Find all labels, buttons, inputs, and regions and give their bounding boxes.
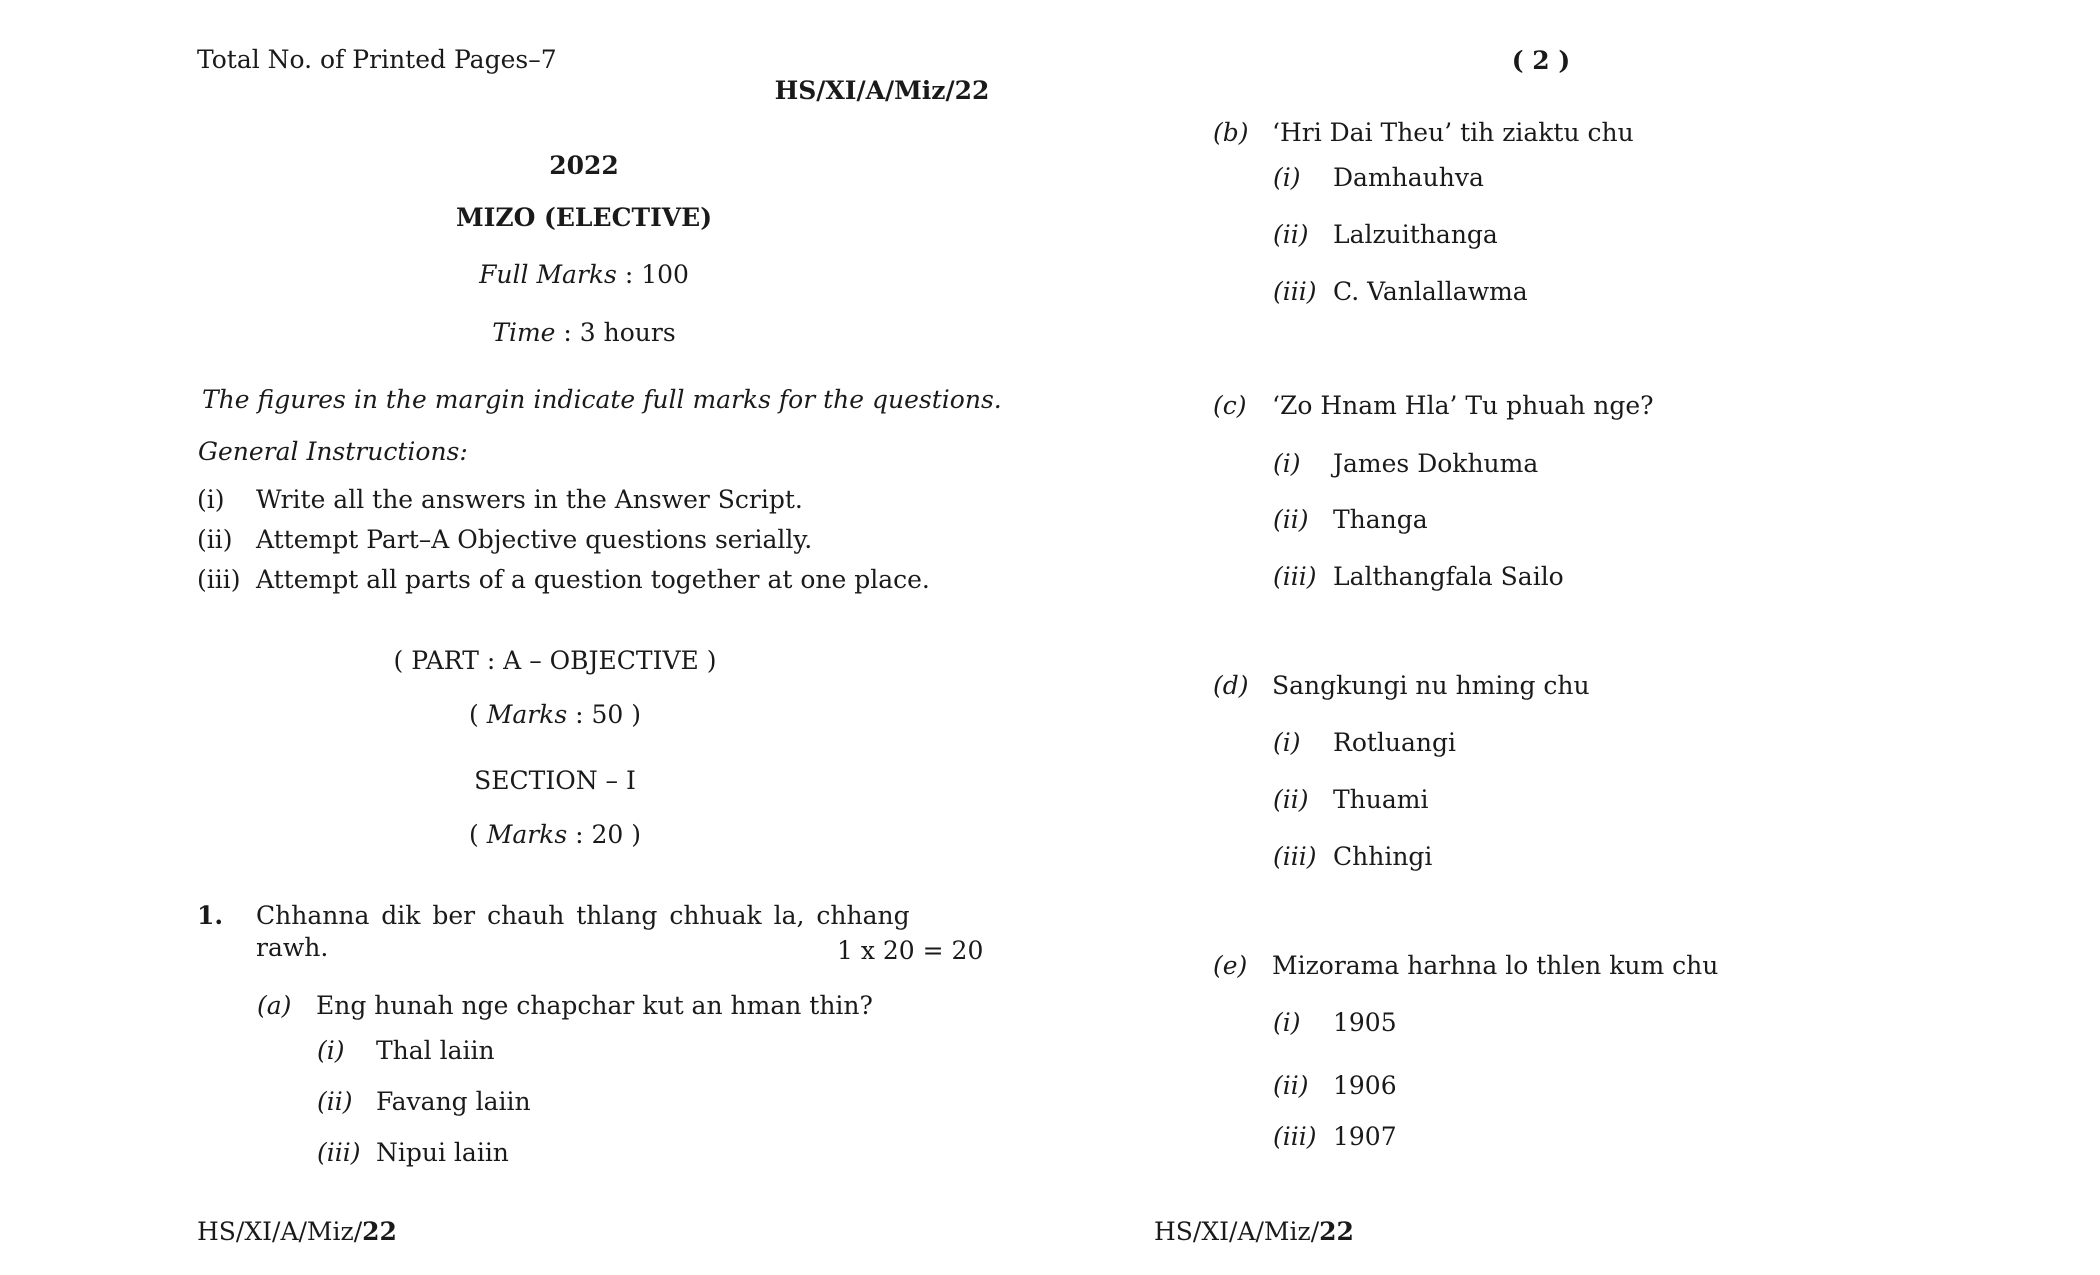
section-marks-value: : 20 ) xyxy=(575,820,641,849)
general-instructions-heading: General Instructions: xyxy=(198,437,468,466)
option-text: Thal laiin xyxy=(376,1036,495,1065)
part-marks-value: : 50 ) xyxy=(575,700,641,729)
sub-question-text: Eng hunah nge chapchar kut an hman thin? xyxy=(316,991,873,1020)
option-num: (ii) xyxy=(1273,785,1309,814)
option-num: (iii) xyxy=(1273,562,1317,591)
footer-code xyxy=(197,1219,397,1244)
option-text: 1907 xyxy=(1333,1122,1397,1151)
question-text: Chhanna dik ber chauh thlang chhuak la, chhang xyxy=(256,901,910,930)
footer-code-year: 22 xyxy=(1319,1217,1354,1246)
option-text: Rotluangi xyxy=(1333,728,1457,757)
option-text: Damhauhva xyxy=(1333,163,1484,192)
part-title: ( PART : A – OBJECTIVE ) xyxy=(393,646,717,675)
part-marks-open: ( xyxy=(469,700,479,729)
full-marks xyxy=(479,262,689,287)
exam-year: 2022 xyxy=(549,151,619,180)
option-num: (ii) xyxy=(1273,1071,1309,1100)
option-num: (iii) xyxy=(1273,842,1317,871)
instruction-text: Attempt all parts of a question together at one place. xyxy=(256,565,930,594)
sub-question-text: Mizorama harhna lo thlen kum chu xyxy=(1272,951,1719,980)
option-text: Lalzuithanga xyxy=(1333,220,1498,249)
option-num: (i) xyxy=(1273,728,1301,757)
instruction-num: (iii) xyxy=(197,565,241,594)
page-number: ( 2 ) xyxy=(1511,46,1571,75)
margin-note: The figures in the margin indicate full marks for the questions. xyxy=(202,385,1002,414)
option-text: Nipui laiin xyxy=(376,1138,509,1167)
option-text: Lalthangfala Sailo xyxy=(1333,562,1564,591)
full-marks-label: Full Marks xyxy=(479,260,617,289)
option-num: (i) xyxy=(1273,163,1301,192)
part-marks xyxy=(469,702,641,727)
total-pages: Total No. of Printed Pages–7 xyxy=(197,45,557,74)
sub-question-text: ‘Zo Hnam Hla’ Tu phuah nge? xyxy=(1272,391,1654,420)
question-text-continued: rawh. xyxy=(256,933,329,962)
option-num: (ii) xyxy=(1273,505,1309,534)
footer-code-year: 22 xyxy=(362,1217,397,1246)
question-number: 1. xyxy=(197,901,224,930)
option-text: Thanga xyxy=(1333,505,1428,534)
footer-code xyxy=(1154,1219,1354,1244)
sub-question-label: (e) xyxy=(1213,951,1248,980)
option-num: (iii) xyxy=(317,1138,361,1167)
subject-title: MIZO (ELECTIVE) xyxy=(455,203,713,232)
section-marks xyxy=(469,822,641,847)
sub-question-label: (d) xyxy=(1213,671,1249,700)
part-marks-label: Marks xyxy=(486,700,568,729)
section-marks-open: ( xyxy=(469,820,479,849)
option-num: (i) xyxy=(1273,449,1301,478)
option-text: C. Vanlallawma xyxy=(1333,277,1528,306)
time-allowed xyxy=(492,320,675,345)
option-num: (ii) xyxy=(1273,220,1309,249)
footer-code-prefix: HS/XI/A/Miz/ xyxy=(1154,1217,1320,1246)
option-text: Favang laiin xyxy=(376,1087,531,1116)
sub-question-label: (c) xyxy=(1213,391,1247,420)
option-num: (iii) xyxy=(1273,1122,1317,1151)
sub-question-label: (b) xyxy=(1213,118,1249,147)
instruction-text: Write all the answers in the Answer Script. xyxy=(256,485,803,514)
option-text: 1906 xyxy=(1333,1071,1397,1100)
sub-question-text: Sangkungi nu hming chu xyxy=(1272,671,1590,700)
question-marks: 1 x 20 = 20 xyxy=(837,936,984,965)
full-marks-value: : 100 xyxy=(624,260,689,289)
option-num: (iii) xyxy=(1273,277,1317,306)
footer-code-prefix: HS/XI/A/Miz/ xyxy=(197,1217,363,1246)
option-text: Thuami xyxy=(1333,785,1429,814)
option-num: (i) xyxy=(317,1036,345,1065)
instruction-num: (ii) xyxy=(197,525,233,554)
paper-code: HS/XI/A/Miz/22 xyxy=(774,76,990,105)
option-num: (i) xyxy=(1273,1008,1301,1037)
sub-question-label: (a) xyxy=(257,991,292,1020)
option-text: 1905 xyxy=(1333,1008,1397,1037)
sub-question-text: ‘Hri Dai Theu’ tih ziaktu chu xyxy=(1272,118,1634,147)
section-title: SECTION – I xyxy=(474,766,636,795)
instruction-num: (i) xyxy=(197,485,225,514)
section-marks-label: Marks xyxy=(486,820,568,849)
time-label: Time xyxy=(492,318,556,347)
option-text: Chhingi xyxy=(1333,842,1433,871)
time-value: : 3 hours xyxy=(563,318,676,347)
instruction-text: Attempt Part–A Objective questions serially. xyxy=(256,525,813,554)
option-text: James Dokhuma xyxy=(1333,449,1539,478)
option-num: (ii) xyxy=(317,1087,353,1116)
